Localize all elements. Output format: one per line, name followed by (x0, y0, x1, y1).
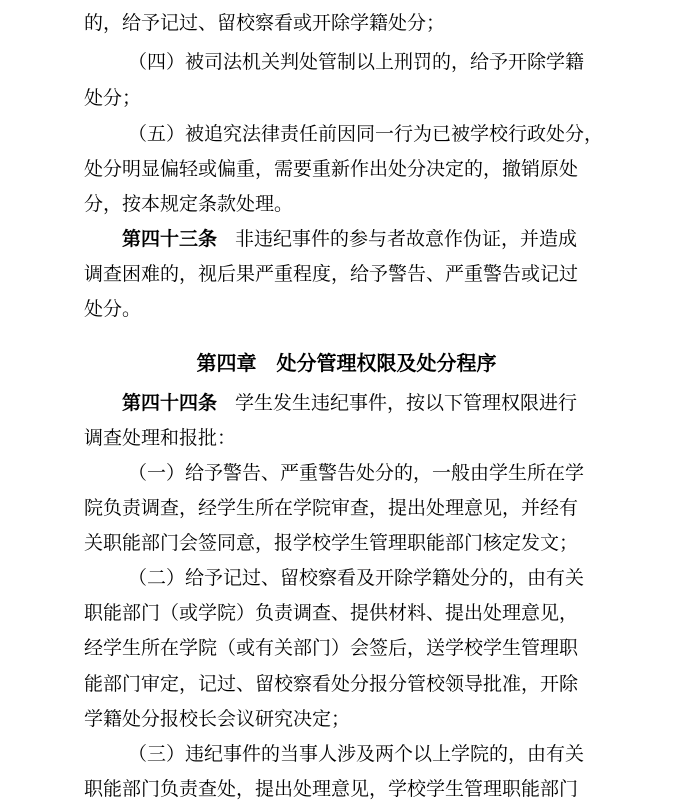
text-line: 的，给予记过、留校察看或开除学籍处分； (84, 12, 446, 34)
text-line: 分，按本规定条款处理。 (84, 193, 294, 215)
text-line: 职能部门（或学院）负责调查、提供材料、提出处理意见， (84, 602, 579, 624)
text-line: 关职能部门会签同意，报学校学生管理职能部门核定发文； (84, 532, 579, 554)
text-line: 经学生所在学院（或有关部门）会签后，送学校学生管理职 (84, 637, 579, 659)
text-line: 处分。 (84, 298, 142, 320)
text-line: 调查困难的，视后果严重程度，给予警告、严重警告或记过 (84, 263, 579, 285)
text-line: （五）被追究法律责任前因同一行为已被学校行政处分， (128, 123, 604, 145)
article-44-text: 学生发生违纪事件，按以下管理权限进行 (235, 392, 578, 414)
text-line: （三）违纪事件的当事人涉及两个以上学院的，由有关 (128, 743, 585, 765)
article-44-label: 第四十四条 (122, 392, 218, 414)
text-line: 能部门审定，记过、留校察看处分报分管校领导批准，开除 (84, 673, 579, 695)
article-44-first-line (0, 386, 693, 420)
text-line: 处分； (84, 87, 142, 109)
text-line: 职能部门负责查处，提出处理意见，学校学生管理职能部门 (84, 778, 579, 800)
article-43-label: 第四十三条 (122, 228, 218, 250)
article-43-text: 非违纪事件的参与者故意作伪证，并造成 (235, 228, 578, 250)
text-line: 处分明显偏轻或偏重，需要重新作出处分决定的，撤销原处 (84, 158, 579, 180)
text-line: 院负责调查，经学生所在学院审查，提出处理意见，并经有 (84, 497, 579, 519)
text-line: （四）被司法机关判处管制以上刑罚的，给予开除学籍 (128, 51, 585, 73)
text-line: 学籍处分报校长会议研究决定； (84, 708, 351, 730)
text-line: （二）给予记过、留校察看及开除学籍处分的，由有关 (128, 567, 585, 589)
article-43-first-line (0, 222, 693, 256)
text-line: （一）给予警告、严重警告处分的，一般由学生所在学 (128, 462, 585, 484)
chapter-title: 第四章 处分管理权限及处分程序 (196, 351, 497, 375)
text-line: 调查处理和报批： (84, 427, 237, 449)
